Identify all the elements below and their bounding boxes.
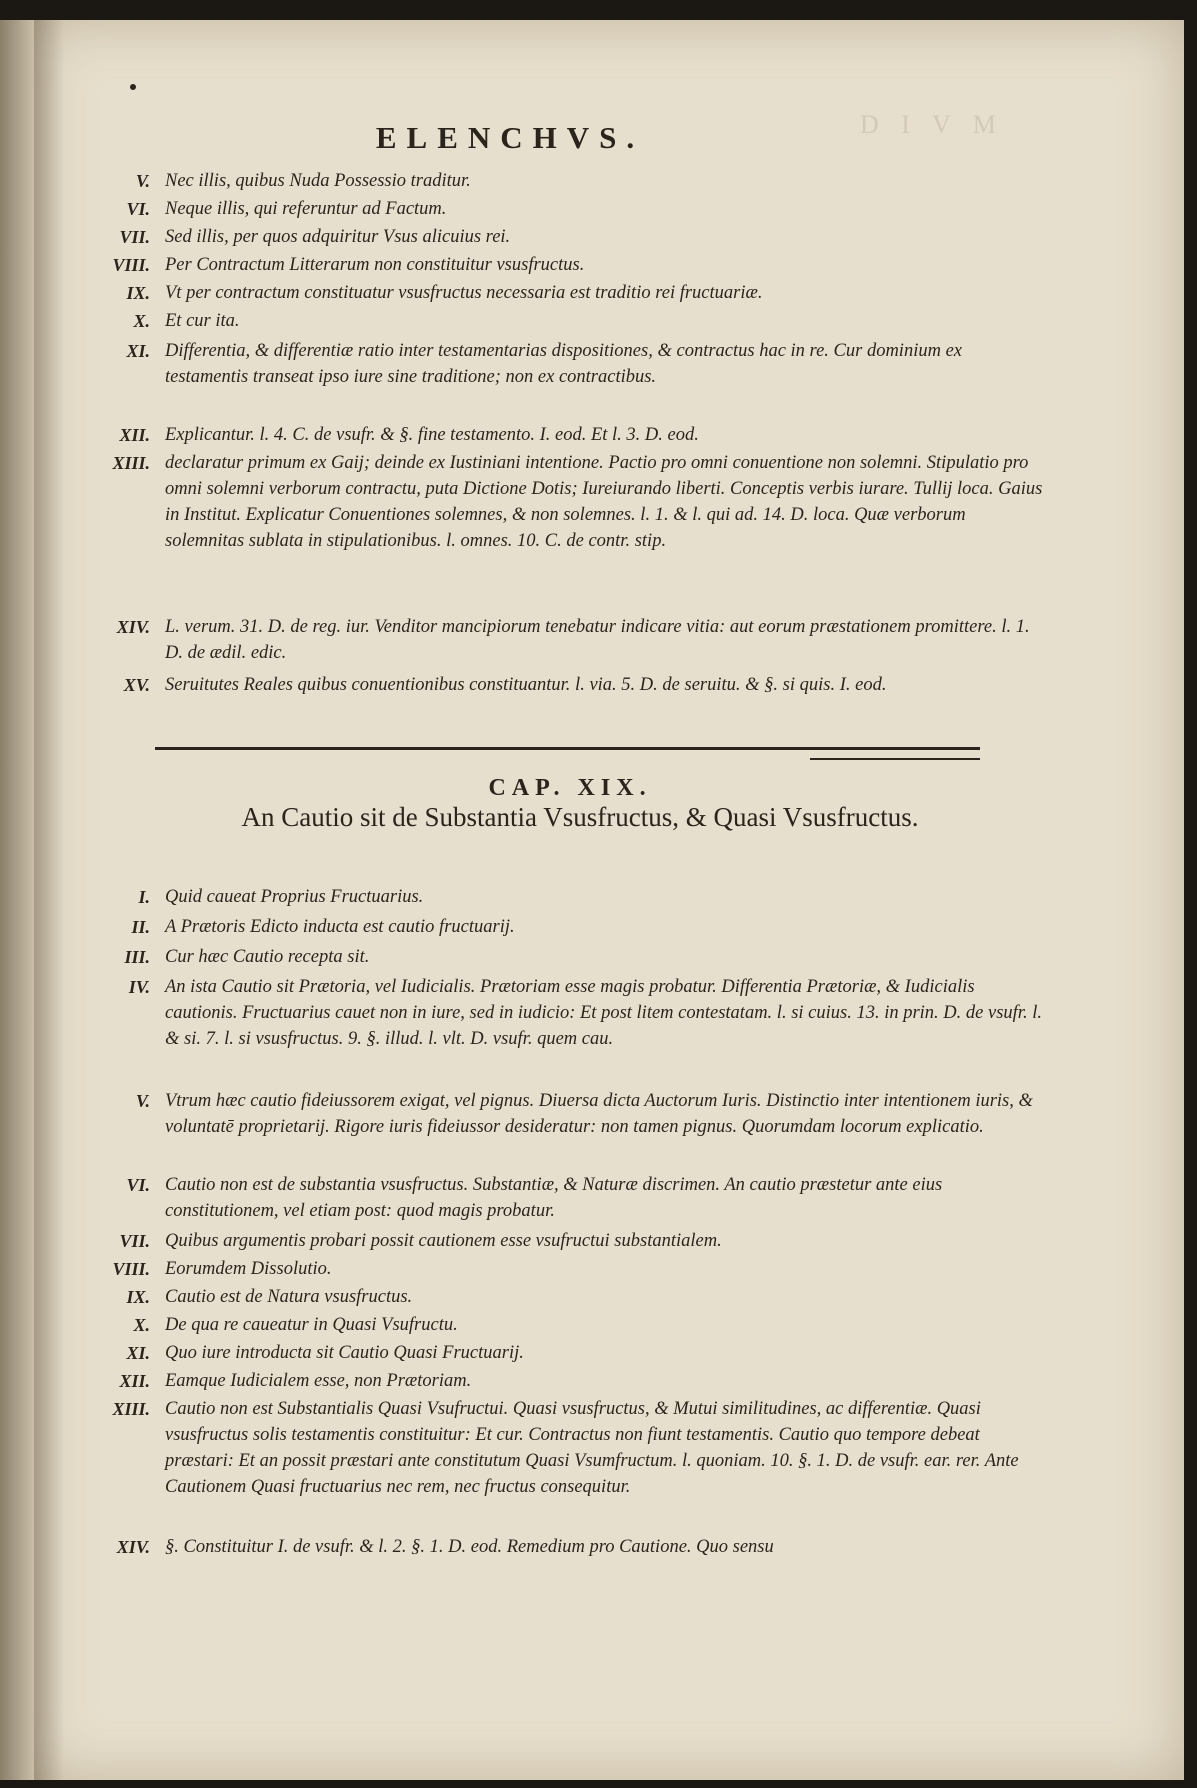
- entry-text: Differentia, & differentiæ ratio inter testamentarias dispositiones, & contractus hac in re. Cur dominium ex testamentis transeat ipso iure sine traditione; non ex contractibus.: [165, 341, 962, 387]
- entry-text: Cautio non est Substantialis Quasi Vsufructui. Quasi vsusfructus, & Mutui similitudines, ac differentiæ. Quasi vsusfructus solis testamentis constituitur: Et cur. Contractus non fiunt testamentis. Cautio quo tempore debeat præstari: Et an possit præstari ante constitutum Quasi Vsumfructum. l. quoniam. 10. §. 1. D. de vsufr. ear. rer. Ante Cautionem Quasi fructuarius nec rem, nec fructus consequitur.: [165, 1399, 1019, 1497]
- entry-number: XI.: [126, 341, 150, 361]
- entry-text: Cautio non est de substantia vsusfructus. Substantiæ, & Naturæ discrimen. An cautio præstetur ante eius constitutionem, vel etiam post: quod magis probatur.: [165, 1175, 943, 1221]
- entry-text: Vt per contractum constituatur vsusfructus necessaria est traditio rei fructuariæ.: [165, 283, 763, 303]
- section-divider-rule: [155, 747, 980, 750]
- entry-number: XV.: [123, 675, 150, 695]
- running-header: ELENCHVS.: [375, 120, 645, 155]
- entry-number: XIV.: [116, 617, 150, 637]
- entry-number: XIII.: [112, 453, 150, 473]
- chapter-label: CAP. XIX.: [488, 775, 652, 801]
- section-divider-rule-short: [810, 758, 980, 760]
- entry-number: XII.: [119, 425, 150, 445]
- entry-number: I.: [138, 887, 150, 907]
- entry-number: V.: [135, 1091, 150, 1111]
- entry-text: Quo iure introducta sit Cautio Quasi Fructuarij.: [165, 1343, 524, 1363]
- entry-text: An ista Cautio sit Prætoria, vel Iudicialis. Prætoriam esse magis probatur. Differentia Prætoriæ, & Iudicialis cautionis. Fructuarius cauet non in iure, sed in iudicio: Et post litem contestatam. l. si cuius. 13. in prin. D. de vsufr. l. & si. 7. l. si vsusfructus. 9. §. illud. l. vlt. D. vsufr. quem cau.: [165, 977, 1042, 1049]
- entry-number: VI.: [126, 1175, 150, 1195]
- entry-text: Eamque Iudicialem esse, non Prætoriam.: [165, 1371, 472, 1391]
- entry-number: XIV.: [116, 1537, 150, 1557]
- entry-text: Quibus argumentis probari possit cautionem esse vsufructui substantialem.: [165, 1231, 722, 1251]
- entry-number: II.: [131, 917, 150, 937]
- ink-dot: [130, 84, 136, 90]
- show-through-text: D I V M: [860, 110, 1004, 139]
- entry-text: declaratur primum ex Gaij; deinde ex Iustiniani intentione. Pactio pro omni conuentione non solemni. Stipulatio pro omni solemni verborum contractu, puta Dictione Dotis; Iureiurando liberti. Conceptis verbis iurare. Tullij loca. Gaius in Institut. Explicatur Conuentiones solemnes, & non solemnes. l. 1. & l. qui ad. 14. D. loca. Quæ verborum solemnitas sublata in stipulationibus. l. omnes. 10. C. de contr. stip.: [165, 453, 1043, 551]
- entry-text: Eorumdem Dissolutio.: [165, 1259, 332, 1279]
- entry-text: A Prætoris Edicto inducta est cautio fructuarij.: [165, 917, 515, 937]
- entry-number: VIII.: [112, 1259, 150, 1279]
- entry-text: §. Constituitur I. de vsufr. & l. 2. §. 1. D. eod. Remedium pro Cautione. Quo sensu: [165, 1537, 774, 1557]
- entry-number: VIII.: [112, 255, 150, 275]
- entry-number: VI.: [126, 199, 150, 219]
- entry-text: Quid caueat Proprius Fructuarius.: [165, 887, 424, 907]
- entry-number: IX.: [126, 283, 150, 303]
- entry-text: Neque illis, qui referuntur ad Factum.: [165, 199, 447, 219]
- entry-number: X.: [133, 311, 150, 331]
- entry-text: Et cur ita.: [165, 311, 240, 331]
- entry-number: XIII.: [112, 1399, 150, 1419]
- entry-text: L. verum. 31. D. de reg. iur. Venditor mancipiorum tenebatur indicare vitia: aut eorum præstationem promittere. l. 1. D. de ædil. edic.: [165, 617, 1030, 663]
- entry-text: Cur hæc Cautio recepta sit.: [165, 947, 370, 967]
- entry-number: V.: [135, 171, 150, 191]
- entry-number: X.: [133, 1315, 150, 1335]
- chapter-title: An Cautio sit de Substantia Vsusfructus, & Quasi Vsusfructus.: [241, 802, 919, 832]
- entry-number: VII.: [119, 227, 150, 247]
- entry-number: IX.: [126, 1287, 150, 1307]
- entry-text: Per Contractum Litterarum non constituitur vsusfructus.: [165, 255, 585, 275]
- entry-text: De qua re caueatur in Quasi Vsufructu.: [165, 1315, 458, 1335]
- previous-page-edge: [0, 20, 34, 1780]
- entry-text: Explicantur. l. 4. C. de vsufr. & §. fine testamento. I. eod. Et l. 3. D. eod.: [165, 425, 699, 445]
- entry-number: XI.: [126, 1343, 150, 1363]
- entry-text: Cautio est de Natura vsusfructus.: [165, 1287, 413, 1307]
- entry-text: Sed illis, per quos adquiritur Vsus alicuius rei.: [165, 227, 511, 247]
- entry-number: IV.: [128, 977, 150, 997]
- entry-text: Nec illis, quibus Nuda Possessio traditur.: [165, 171, 471, 191]
- entry-number: XII.: [119, 1371, 150, 1391]
- entry-text: Vtrum hæc cautio fideiussorem exigat, vel pignus. Diuersa dicta Auctorum Iuris. Distinctio inter intentionem iuris, & voluntatē proprietarij. Rigore iuris fideiussor desideratur: non tamen pignus. Quorumdam locorum explicatio.: [165, 1091, 1033, 1137]
- entry-text: Seruitutes Reales quibus conuentionibus constituantur. l. via. 5. D. de seruitu. & §. si quis. I. eod.: [165, 675, 887, 695]
- entry-number: III.: [124, 947, 150, 967]
- entry-number: VII.: [119, 1231, 150, 1251]
